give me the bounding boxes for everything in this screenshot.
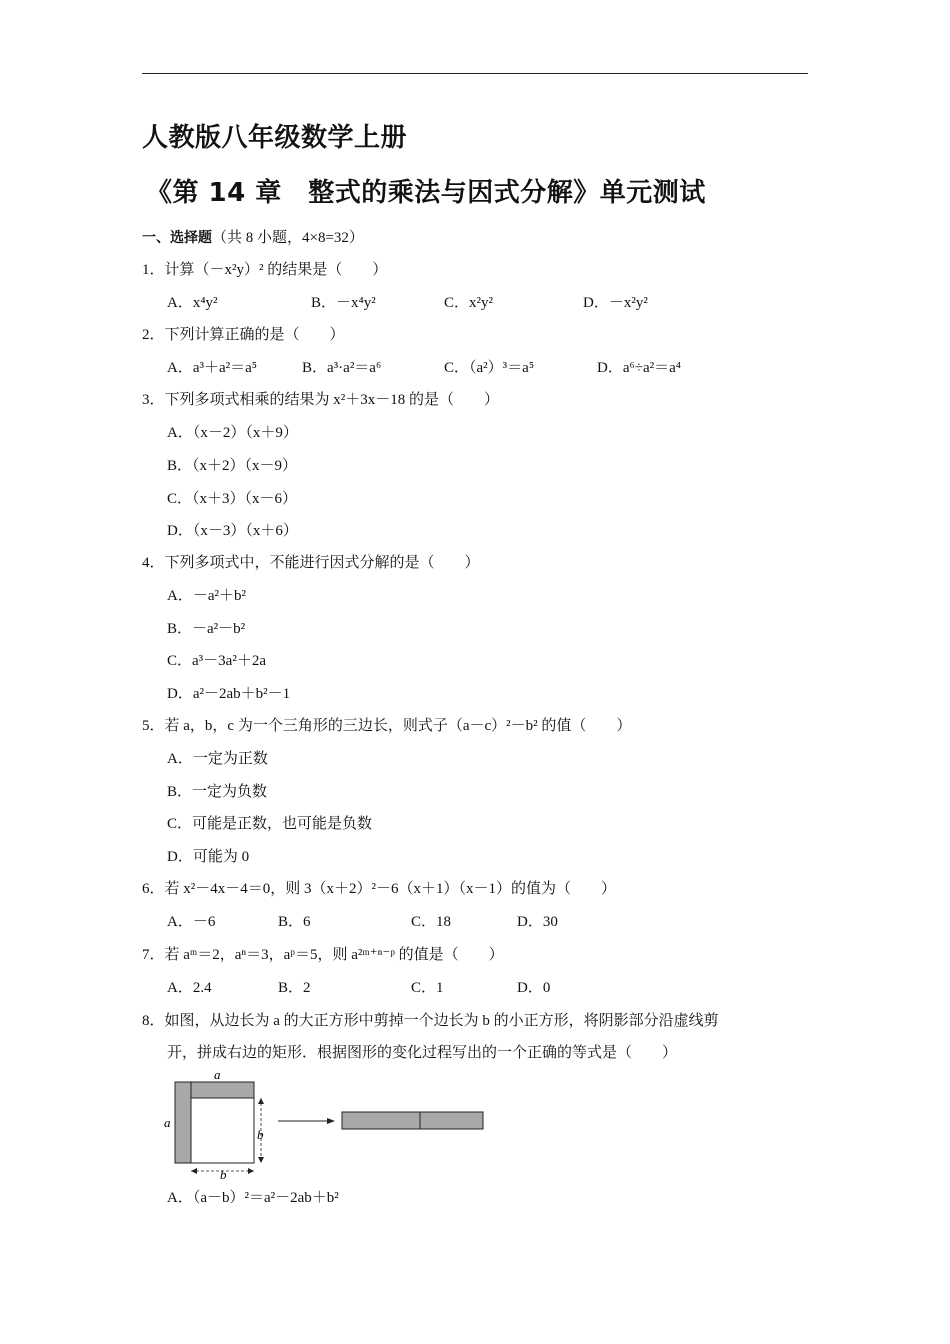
section-heading [142,228,364,248]
doc-title: 人教版八年级数学上册 [142,123,408,153]
q4-option-a: A．－a²＋b² [167,588,246,604]
arrowhead [258,1157,264,1163]
label-a-left: a [164,1115,171,1130]
header-rule [142,73,808,74]
question-stem: 若 a，b，c 为一个三角形的三边长，则式子（a－c）²－b² 的值（ ） [164,718,632,734]
q3-option-b: B．（x＋2）（x－9） [167,458,298,474]
q2-option-b: B．a³·a²＝a⁶ [302,360,382,376]
q5-option-a: A．一定为正数 [167,751,268,767]
result-rectangle [342,1112,483,1129]
q3-option-c: C．（x＋3）（x－6） [167,491,298,507]
q1-option-b: B．－x⁴y² [311,295,376,311]
question-2 [142,325,345,345]
q6-option-b: B．6 [278,914,311,930]
question-number: 5． [142,718,165,734]
q3-option-d: D．（x－3）（x＋6） [167,523,298,539]
q6-option-d: D．30 [517,914,558,930]
q2-option-c: C．（a²）³＝a⁵ [444,360,535,376]
question-stem: 下列多项式中，不能进行因式分解的是（ ） [164,555,480,571]
question-stem: 计算（－x²y）² 的结果是（ ） [164,262,388,278]
q2-option-a: A．a³＋a²＝a⁵ [167,360,258,376]
question-8-continued: 开，拼成右边的矩形．根据图形的变化过程写出的一个正确的等式是（ ） [167,1045,678,1061]
question-stem: 若 x²－4x－4＝0，则 3（x＋2）²－6（x＋1）（x－1）的值为（ ） [164,881,617,897]
q7-option-a: A．2.4 [167,980,212,996]
question-number: 3． [142,392,165,408]
q4-option-b: B．－a²－b² [167,621,246,637]
section-note: （共 8 小题，4×8=32） [212,230,364,246]
q6-option-a: A．－6 [167,914,216,930]
q7-option-c: C．1 [411,980,444,996]
q2-option-d: D．a⁶÷a²＝a⁴ [597,360,681,376]
label-b-bottom: b [220,1167,227,1181]
question-3 [142,390,499,410]
q7-option-b: B．2 [278,980,311,996]
q4-option-d: D．a²－2ab＋b²－1 [167,686,291,702]
label-a-top: a [214,1067,221,1082]
section-label: 一、选择题 [142,230,212,246]
q1-option-a: A．x⁴y² [167,295,218,311]
question-stem: 下列多项式相乘的结果为 x²＋3x－18 的是（ ） [164,392,500,408]
small-square [191,1098,254,1163]
question-8 [142,1011,719,1031]
question-number: 6． [142,881,165,897]
q4-option-c: C．a³－3a²＋2a [167,653,266,669]
question-number: 2． [142,327,165,343]
q7-option-d: D．0 [517,980,551,996]
q3-option-a: A．（x－2）（x＋9） [167,425,298,441]
arrowhead [248,1168,254,1174]
question-number: 4． [142,555,165,571]
question-number: 7． [142,947,165,963]
arrowhead [258,1098,264,1104]
question-4 [142,553,480,573]
question-6 [142,879,616,899]
q5-option-c: C．可能是正数，也可能是负数 [167,816,373,832]
question-5 [142,716,631,736]
arrow-head-icon [327,1118,335,1124]
question-number: 8． [142,1013,165,1029]
q1-option-c: C．x²y² [444,295,493,311]
arrowhead [191,1168,197,1174]
q1-option-d: D．－x²y² [583,295,648,311]
question-1 [142,260,387,280]
question-stem: 如图，从边长为 a 的大正方形中剪掉一个边长为 b 的小正方形，将阴影部分沿虚线剪 [164,1013,719,1029]
question-stem: 若 aᵐ＝2，aⁿ＝3，aᵖ＝5，则 a²ᵐ⁺ⁿ⁻ᵖ 的值是（ ） [164,947,504,963]
question-stem: 下列计算正确的是（ ） [164,327,345,343]
q5-option-d: D．可能为 0 [167,849,250,865]
doc-subtitle: 《第 14 章 整式的乘法与因式分解》单元测试 [146,178,706,208]
square-cut-figure [160,1066,500,1181]
q8-option-a: A．（a－b）²＝a²－2ab＋b² [167,1190,339,1206]
q6-option-c: C．18 [411,914,452,930]
label-b-right: b [257,1127,264,1142]
question-number: 1． [142,262,165,278]
q5-option-b: B．一定为负数 [167,784,268,800]
question-7 [142,945,504,965]
